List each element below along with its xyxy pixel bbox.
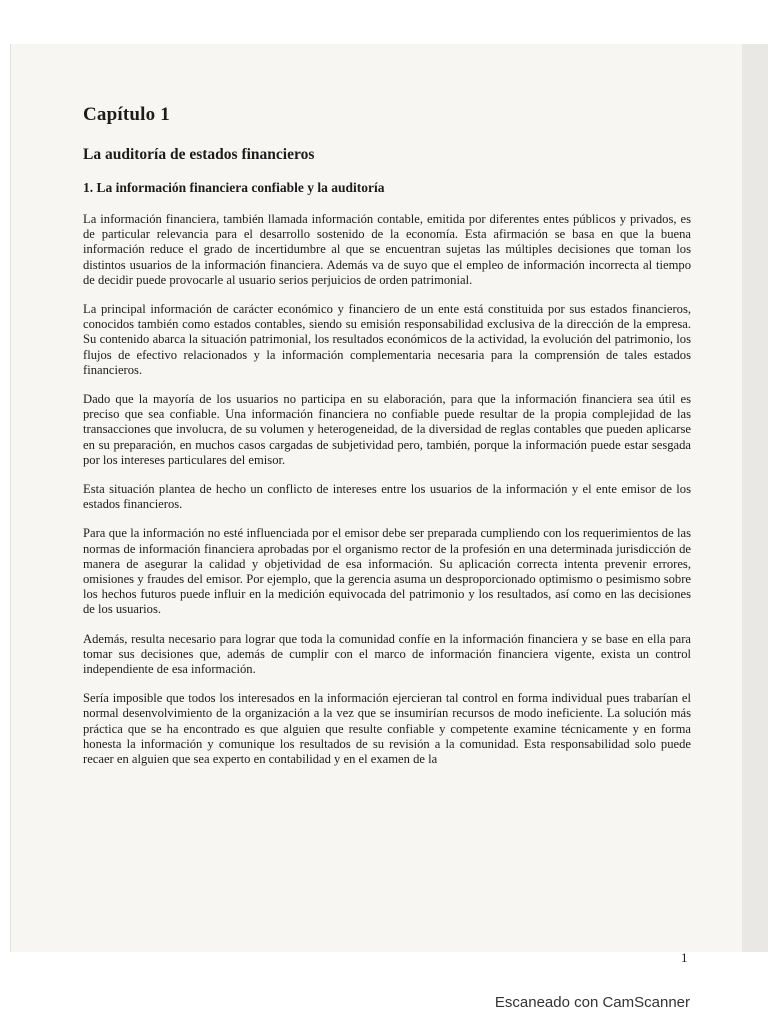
page-edge-shadow xyxy=(742,44,768,952)
paragraph: Además, resulta necesario para lograr que toda la comunidad confíe en la información financiera y se base en ella para tomar sus decisiones que, además de cumplir con el marco de información financiera vigente, exista un control independiente de esa información. xyxy=(83,631,691,677)
camscanner-watermark: Escaneado con CamScanner xyxy=(494,994,690,1011)
chapter-heading: Capítulo 1 xyxy=(83,104,170,125)
section-heading: 1. La información financiera confiable y la auditoría xyxy=(83,180,385,195)
page-content xyxy=(83,104,691,781)
paragraph: Sería imposible que todos los interesados en la información ejercieran tal control en forma individual pues trabarían el normal desenvolvimiento de la organización a la vez que se insumirían recursos de modo ineficiente. La solución más práctica que se ha encontrado es que alguien que resulte confiable y competente examine técnicamente y en forma honesta la información y comunique los resultados de su revisión a la comunidad. Esta responsabilidad solo puede recaer en alguien que sea experto en contabilidad y en el examen de la xyxy=(83,691,691,767)
scan-top-margin xyxy=(0,0,768,44)
paragraph: Esta situación plantea de hecho un conflicto de intereses entre los usuarios de la información y el ente emisor de los estados financieros. xyxy=(83,482,691,512)
paragraph: La información financiera, también llamada información contable, emitida por diferentes entes públicos y privados, es de particular relevancia para el desarrollo sostenido de la economía. Esta afirmación se basa en que la buena información reduce el grado de incertidumbre al que se encuentran sujetas las múltiples decisiones que toman los distintos usuarios de la información financiera. Además va de suyo que el empleo de información incorrecta al tiempo de decidir puede provocarle al usuario serios perjuicios de orden patrimonial. xyxy=(83,212,691,287)
page-number: 1 xyxy=(681,950,688,965)
document-page xyxy=(10,44,743,965)
paragraph: Dado que la mayoría de los usuarios no participa en su elaboración, para que la información financiera sea útil es preciso que sea confiable. Una información financiera no confiable puede resultar de la propia complejidad de las transacciones que involucra, de su volumen y heterogeneidad, de la diversidad de reglas contables que pueden aplicarse en su preparación, en muchos casos cargadas de subjetividad pero, también, porque la información puede estar sesgada por los intereses particulares del emisor. xyxy=(83,392,691,467)
paragraph: Para que la información no esté influenciada por el emisor debe ser preparada cumpliendo con los requerimientos de las normas de información financiera aprobadas por el organismo rector de la profesión en una determinada jurisdicción de manera de asegurar la calidad y objetividad de esa información. Su aplicación correcta intenta prevenir errores, omisiones y fraudes del emisor. Por ejemplo, que la gerencia asuma un desproporcionado optimismo o pesimismo sobre los hechos futuros puede influir en la medición equivocada del patrimonio y los resultados, así como en las decisiones de los usuarios. xyxy=(83,526,691,617)
paragraph: La principal información de carácter económico y financiero de un ente está constituida por sus estados financieros, conocidos también como estados contables, siendo su emisión responsabilidad exclusiva de la dirección de la empresa. Su contenido abarca la situación patrimonial, los resultados económicos de la actividad, la evolución del patrimonio, los flujos de efectivo relacionados y la información complementaria necesaria para la comprensión de tales estados financieros. xyxy=(83,302,691,377)
chapter-title: La auditoría de estados financieros xyxy=(83,146,315,163)
